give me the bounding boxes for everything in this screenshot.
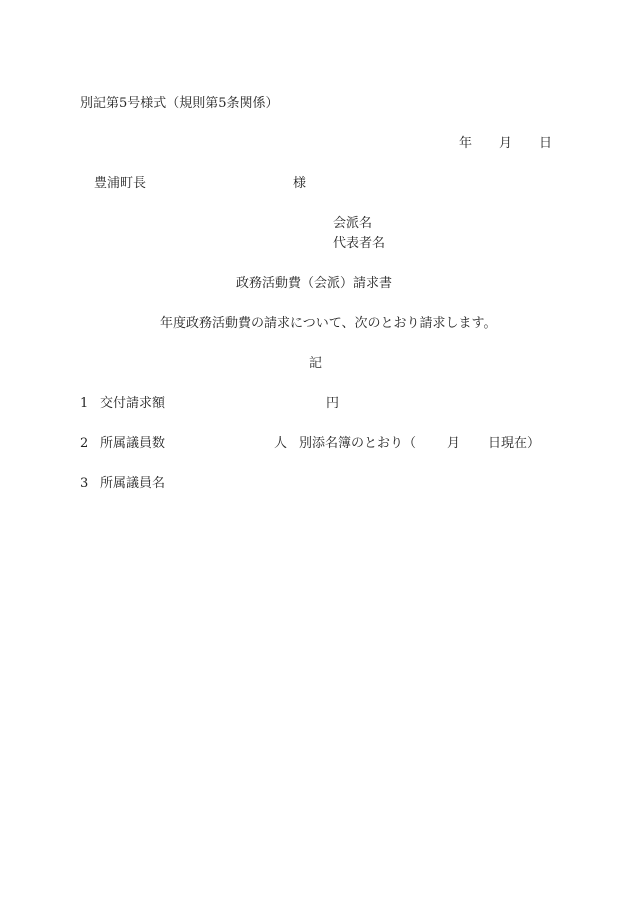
grant-amount-label: 交付請求額 <box>100 396 166 411</box>
form-identifier: 別記第5号様式（規則第5条関係） <box>80 96 279 111</box>
faction-name-label: 会派名 <box>333 216 373 231</box>
person-unit: 人 <box>274 436 288 451</box>
addressee-name: 豊浦町長 <box>94 176 147 191</box>
item-number: 3 <box>80 476 89 491</box>
member-names-label: 所属議員名 <box>100 476 166 491</box>
attached-list-note: 別添名簿のとおり（ <box>299 436 417 451</box>
item-number: 1 <box>80 396 89 411</box>
addressee-honorific: 様 <box>293 176 307 191</box>
document-title: 政務活動費（会派）請求書 <box>236 276 393 291</box>
month-label: 月 <box>499 136 513 151</box>
year-label: 年 <box>459 136 473 151</box>
representative-name-label: 代表者名 <box>333 236 386 251</box>
as-of-month-label: 月 <box>447 436 461 451</box>
day-label: 日 <box>539 136 553 151</box>
ki-marker: 記 <box>309 356 323 371</box>
member-count-label: 所属議員数 <box>100 436 166 451</box>
item-number: 2 <box>80 436 89 451</box>
request-statement: 年度政務活動費の請求について、次のとおり請求します。 <box>160 316 497 331</box>
yen-unit: 円 <box>326 396 340 411</box>
as-of-day-label: 日現在） <box>488 436 541 451</box>
